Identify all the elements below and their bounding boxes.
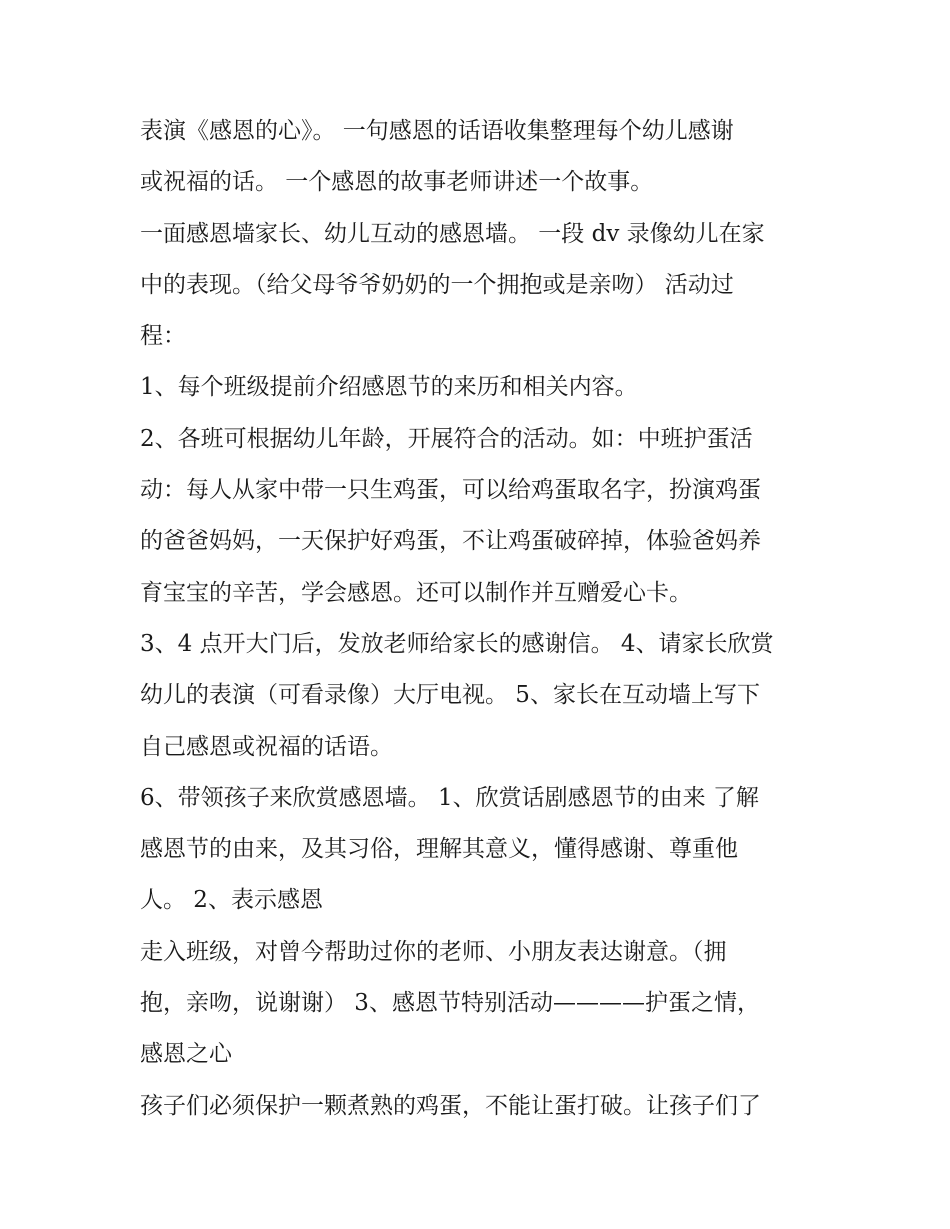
text-line: 的爸爸妈妈，一天保护好鸡蛋，不让鸡蛋破碎掉，体验爸妈养 <box>140 528 761 555</box>
text-line: 抱，亲吻，说谢谢） 3、感恩节特别活动————护蛋之情， <box>140 990 760 1017</box>
text-line: 动：每人从家中带一只生鸡蛋，可以给鸡蛋取名字，扮演鸡蛋 <box>140 477 761 504</box>
text-line: 2、各班可根据幼儿年龄，开展符合的活动。如：中班护蛋活 <box>140 425 753 452</box>
text-line: 一面感恩墙家长、幼儿互动的感恩墙。 一段 dv 录像幼儿在家 <box>140 220 765 247</box>
text-line: 走入班级，对曾今帮助过你的老师、小朋友表达谢意。（拥 <box>140 938 727 965</box>
text-line: 孩子们必须保护一颗煮熟的鸡蛋，不能让蛋打破。让孩子们了 <box>140 1092 761 1119</box>
text-line: 自己感恩或祝福的话语。 <box>140 733 393 760</box>
text-line: 幼儿的表演（可看录像）大厅电视。 5、家长在互动墙上写下 <box>140 682 760 709</box>
text-line: 或祝福的话。 一个感恩的故事老师讲述一个故事。 <box>140 169 654 196</box>
text-line: 育宝宝的辛苦，学会感恩。还可以制作并互赠爱心卡。 <box>140 579 692 606</box>
document-body <box>140 106 820 1132</box>
text-line: 6、带领孩子来欣赏感恩墙。 1、欣赏话剧感恩节的由来 了解 <box>140 784 759 811</box>
text-line: 感恩节的由来，及其习俗，理解其意义，懂得感谢、尊重他 <box>140 836 738 863</box>
text-line: 1、每个班级提前介绍感恩节的来历和相关内容。 <box>140 374 638 401</box>
text-line: 感恩之心 <box>140 1041 232 1068</box>
text-line: 表演《感恩的心》。 一句感恩的话语收集整理每个幼儿感谢 <box>140 118 734 144</box>
text-line: 程： <box>140 323 186 350</box>
text-line: 3、4 点开大门后，发放老师给家长的感谢信。 4、请家长欣赏 <box>140 630 774 657</box>
text-line: 人。 2、表示感恩 <box>140 887 323 914</box>
text-line: 中的表现。（给父母爷爷奶奶的一个拥抱或是亲吻） 活动过 <box>140 271 734 298</box>
